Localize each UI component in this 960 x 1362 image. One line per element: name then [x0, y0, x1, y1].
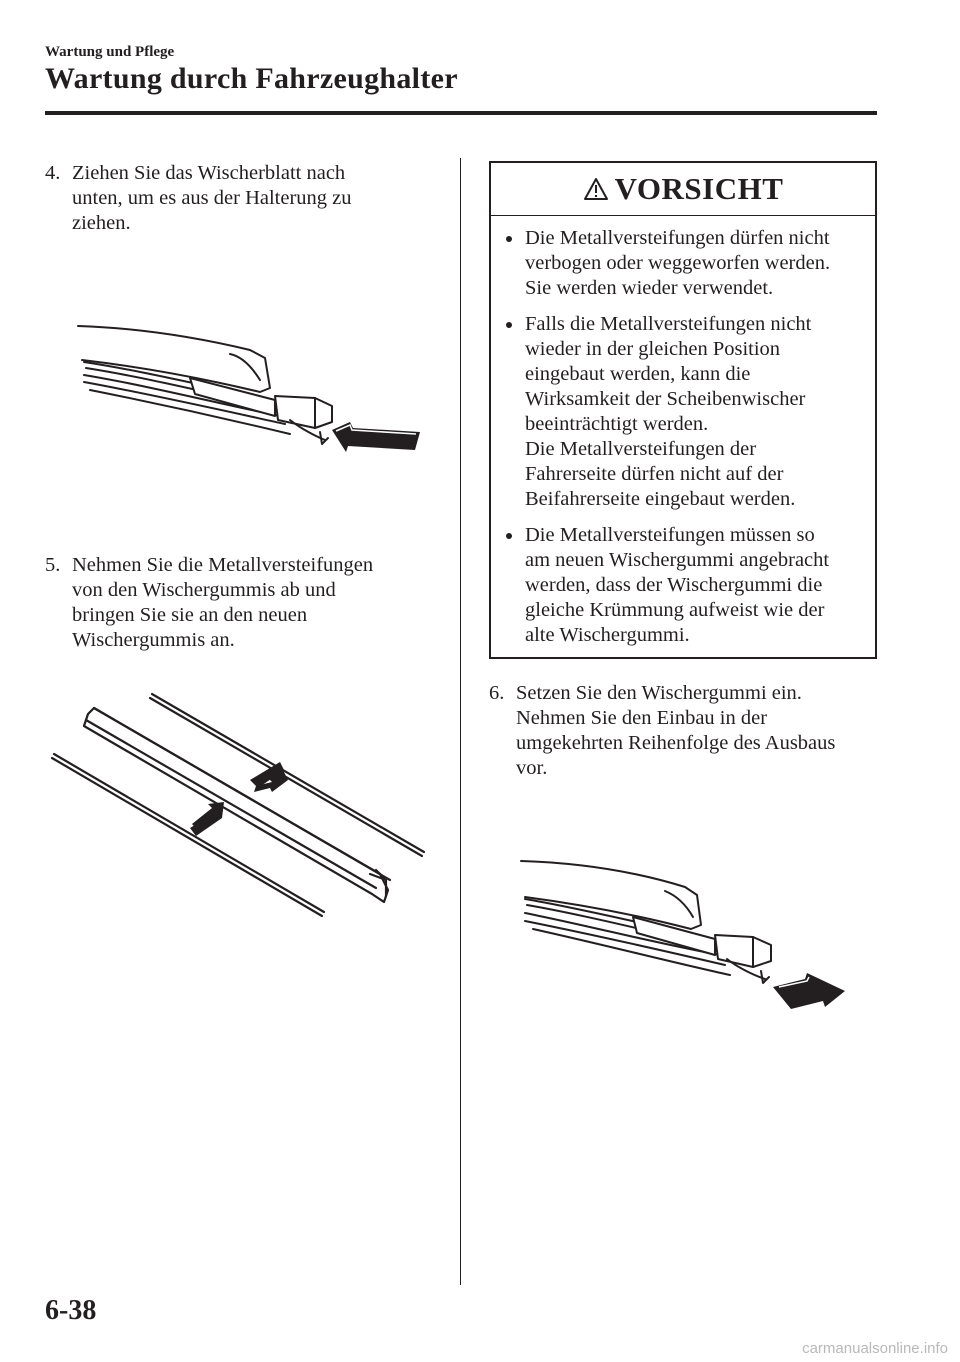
section-title: Wartung und Pflege: [45, 44, 175, 60]
caution-item-text: Die Metallversteifungen dürfen nicht verbogen oder weggeworfen werden. Sie werden wieder verwendet.: [525, 227, 831, 299]
step-number: 5.: [45, 554, 61, 576]
warning-triangle-icon: [583, 177, 609, 201]
step-text: Ziehen Sie das Wischerblatt nach unten, um es aus der Halterung zu ziehen.: [72, 162, 352, 234]
column-divider: [460, 158, 461, 1285]
page-number: 6-38: [45, 1295, 97, 1326]
step-text: Nehmen Sie die Metallversteifungen von den Wischergummis ab und bringen Sie sie an den neuen Wischergummis an.: [72, 554, 374, 651]
caution-title: VORSICHT: [614, 171, 784, 206]
caution-header: [491, 163, 875, 216]
bullet-dot: [506, 236, 512, 242]
bullet-dot: [506, 533, 512, 539]
caution-item: [503, 312, 869, 512]
caution-item: [503, 523, 869, 648]
step-text: Setzen Sie den Wischergummi ein. Nehmen Sie den Einbau in der umgekehrten Reihenfolge des Ausbaus vor.: [516, 682, 836, 779]
step-number: 4.: [45, 162, 61, 184]
step-4: [45, 161, 445, 236]
caution-list: [491, 216, 875, 648]
bullet-dot: [506, 322, 512, 328]
caution-item-text: Die Metallversteifungen müssen so am neuen Wischergummi angebracht werden, dass der Wischergummi die gleiche Krümmung aufweist wie der alte Wischergummi.: [525, 524, 830, 646]
stiffener-replacement-illustration: [50, 690, 430, 920]
caution-item: [503, 226, 869, 301]
page-title: Wartung durch Fahrzeughalter: [45, 62, 458, 95]
wiper-removal-illustration: [70, 320, 430, 465]
step-5: [45, 553, 445, 653]
caution-item-text: Falls die Metallversteifungen nicht wieder in der gleichen Position eingebaut werden, kann die Wirksamkeit der Scheibenwischer beeinträchtigt werden. Die Metallversteifungen der Fahrerseite dürfen nicht auf der Beifahrerseite eingebaut werden.: [525, 313, 812, 510]
step-6: [489, 681, 889, 781]
caution-box: [489, 161, 877, 659]
wiper-installation-illustration: [515, 855, 855, 1015]
watermark: carmanualsonline.info: [802, 1340, 948, 1357]
header-rule: [45, 111, 877, 115]
step-number: 6.: [489, 682, 505, 704]
